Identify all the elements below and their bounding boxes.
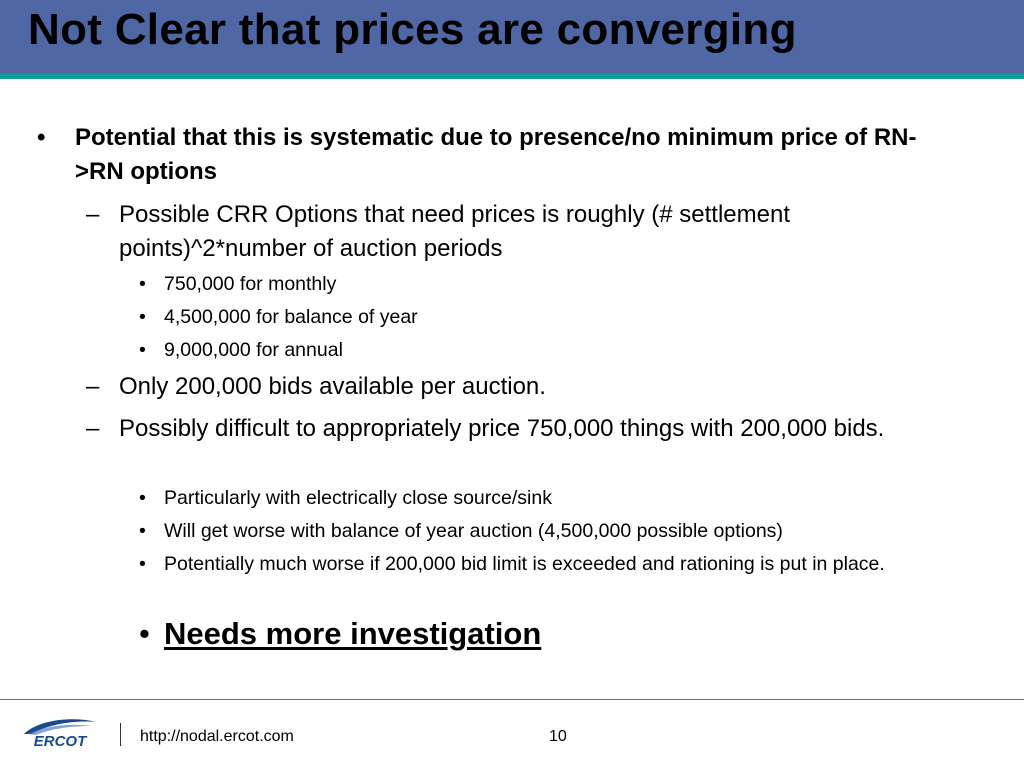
dash-marker: – [86, 373, 100, 400]
sub-sub-bullet-worse-balance-of-year: Will get worse with balance of year auction (4,500,000 possible options) [164, 520, 783, 542]
sub-bullet-crr-options: Possible CRR Options that need prices is roughly (# settlement points)^2*number of auction periods [119, 201, 790, 262]
page-number: 10 [549, 728, 567, 745]
bullet-marker: • [139, 306, 146, 328]
sub-sub-bullet-electrically-close: Particularly with electrically close source/sink [164, 487, 552, 509]
dash-marker: – [86, 415, 100, 442]
main-bullet: Potential that this is systematic due to presence/no minimum price of RN->RN options [75, 124, 917, 185]
sub-bullet-difficult-to-price: Possibly difficult to appropriately price 750,000 things with 200,000 bids. [119, 415, 885, 442]
dash-marker: – [86, 201, 100, 228]
sub-sub-bullet-annual: 9,000,000 for annual [164, 339, 343, 361]
bullet-marker: • [139, 273, 146, 295]
bullet-marker: • [139, 553, 146, 575]
bullet-marker: • [139, 339, 146, 361]
needs-more-investigation: Needs more investigation [164, 616, 542, 651]
title-accent-stripe [0, 74, 1024, 79]
footer-url: http://nodal.ercot.com [140, 728, 294, 745]
title-bar [0, 0, 1024, 74]
ercot-logo [20, 714, 100, 750]
footer-vertical-divider [120, 723, 121, 746]
logo-text: ERCOT [33, 733, 87, 750]
sub-sub-bullet-monthly: 750,000 for monthly [164, 273, 337, 295]
bullet-marker: • [139, 520, 146, 542]
sub-sub-bullet-rationing: Potentially much worse if 200,000 bid limit is exceeded and rationing is put in place. [164, 553, 885, 575]
bullet-marker: • [37, 124, 46, 151]
sub-bullet-bids-available: Only 200,000 bids available per auction. [119, 373, 546, 400]
bullet-marker: • [139, 487, 146, 509]
sub-sub-bullet-balance-of-year: 4,500,000 for balance of year [164, 306, 418, 328]
footer-divider-line [0, 699, 1024, 700]
bullet-marker: • [139, 616, 150, 651]
slide-title: Not Clear that prices are converging [28, 5, 797, 54]
